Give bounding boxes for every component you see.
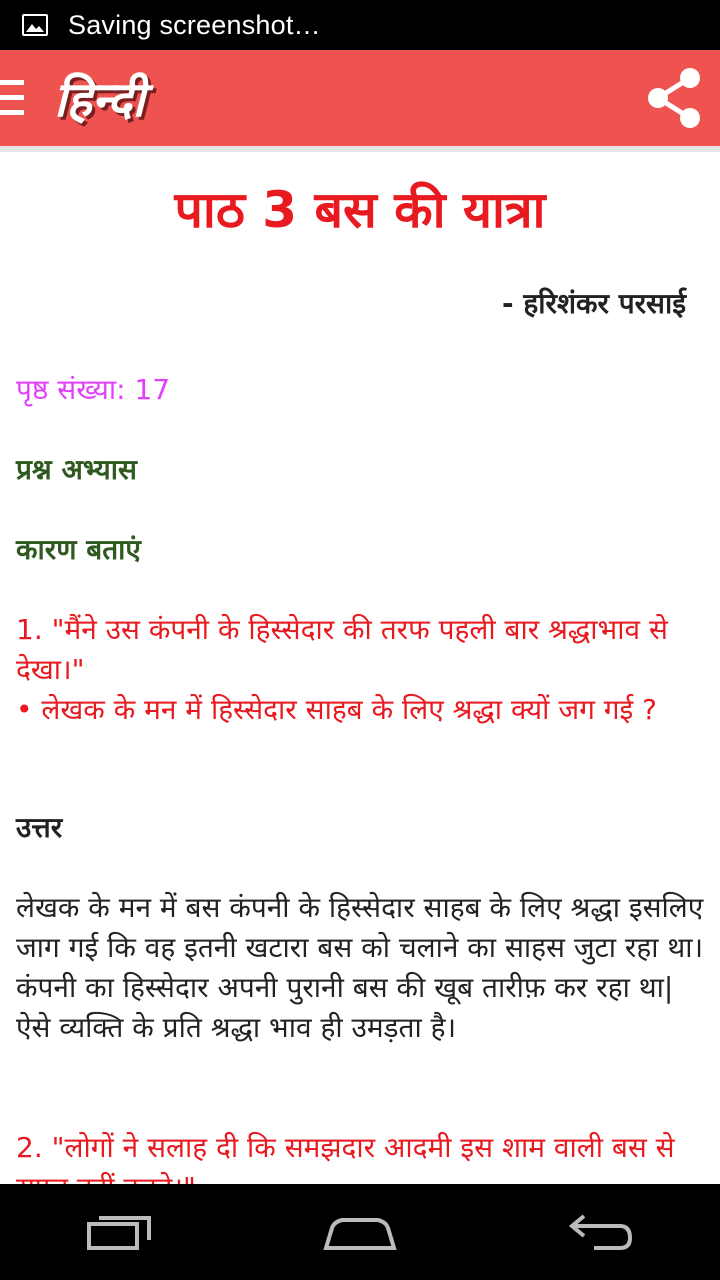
answer-text: लेखक के मन में बस कंपनी के हिस्सेदार साहब के लिए श्रद्धा इसलिए जाग गई कि वह इतनी खटारा बस को चलाने का साहस जुटा रहा था। कंपनी का हिस्सेदार अपनी पुरानी बस की खूब तारीफ़ कर रहा था| ऐसे व्यक्ति के प्रति श्रद्धा भाव ही उमड़ता है। [16,891,704,1044]
app-title: हिन्दी [54,71,145,128]
question-1-quote: 1. "मैंने उस कंपनी के हिस्सेदार की तरफ पहली बार श्रद्धाभाव से देखा।" [16,613,668,686]
status-bar [0,0,720,50]
status-text: Saving screenshot… [68,9,321,40]
home-icon[interactable] [320,1202,400,1262]
share-icon[interactable] [636,62,708,134]
hamburger-menu-icon[interactable] [0,78,26,118]
answer-label: उत्तर [16,811,63,844]
navigation-bar [0,1184,720,1280]
page-number: पृष्ठ संख्या: 17 [16,373,171,406]
recent-apps-icon[interactable] [80,1202,160,1262]
lesson-title: पाठ 3 बस की यात्रा [174,181,546,239]
image-icon [22,14,48,36]
back-icon[interactable] [560,1202,640,1262]
question-2-quote: 2. "लोगों ने सलाह दी कि समझदार आदमी इस शाम वाली बस से [16,1131,675,1164]
author-name: - हरिशंकर परसाई [502,287,686,320]
question-1-text: • लेखक के मन में हिस्सेदार साहब के लिए श्रद्धा क्यों जग गई ? [16,693,658,726]
section-heading: प्रश्न अभ्यास [16,453,137,486]
app-bar [0,50,720,146]
lesson-content[interactable] [0,152,720,1184]
subsection-heading: कारण बताएं [16,533,141,566]
